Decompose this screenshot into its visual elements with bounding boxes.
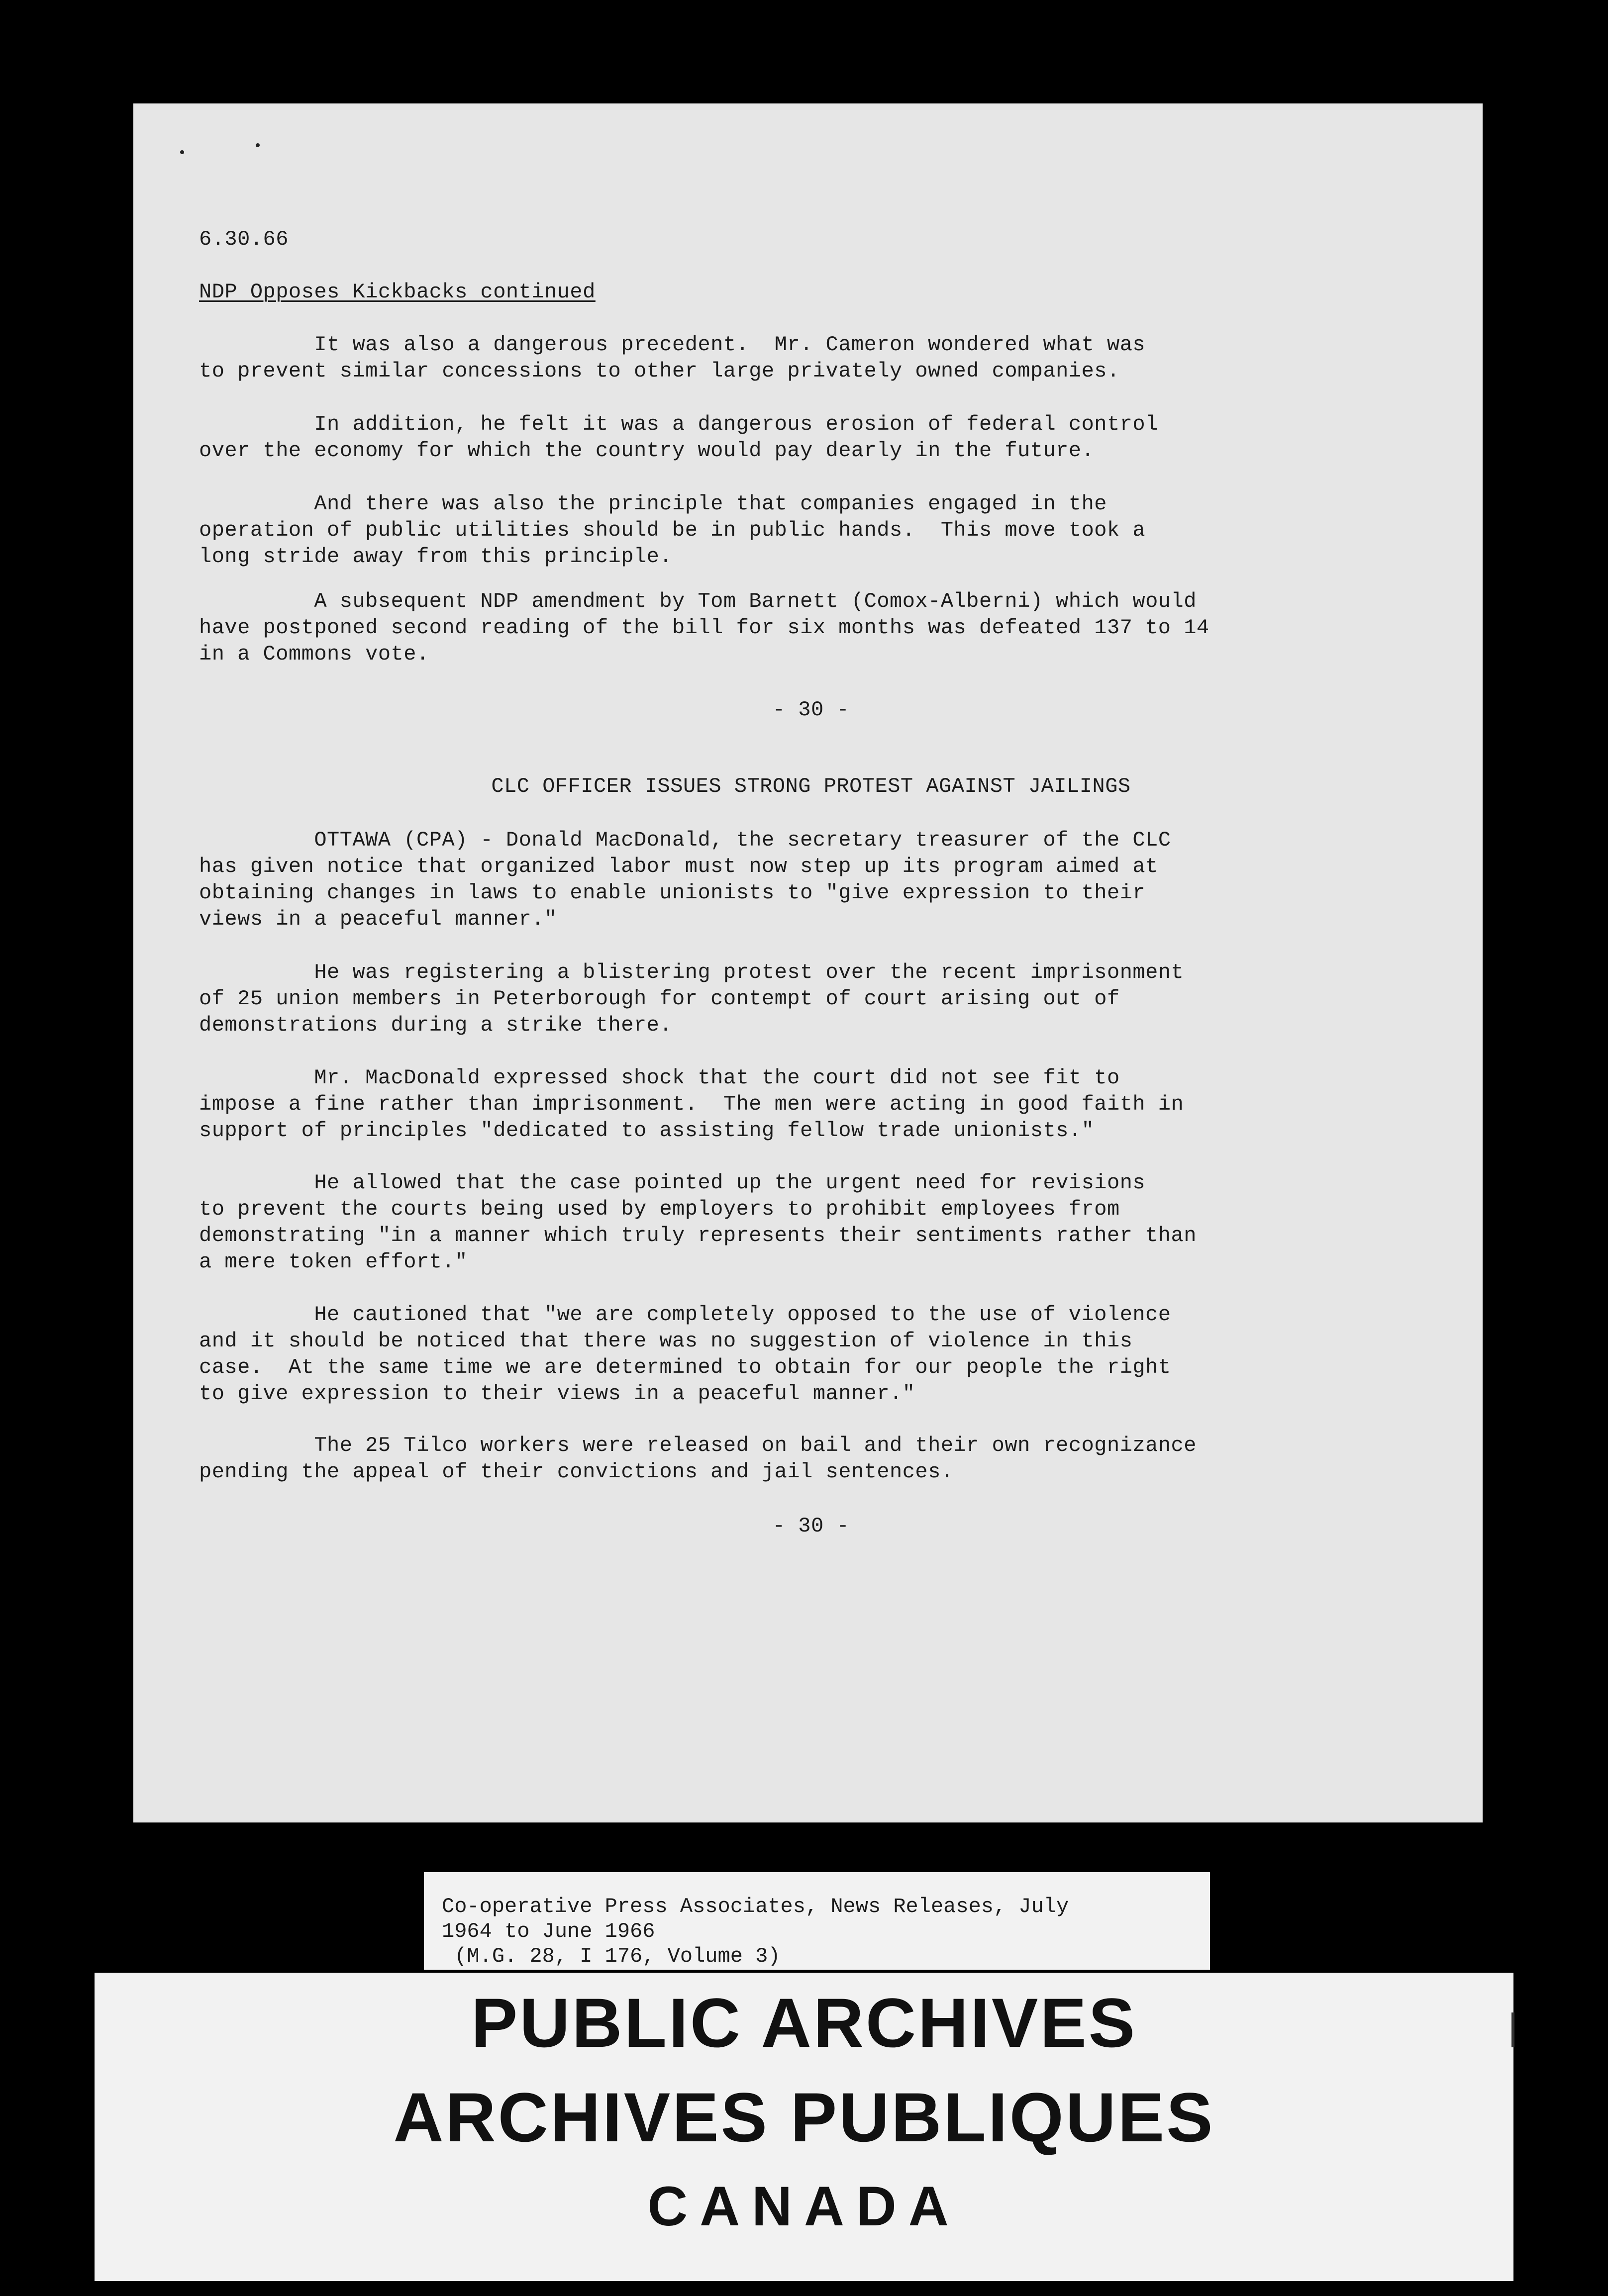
end-mark: - 30 - bbox=[772, 698, 850, 722]
banner-country: CANADA bbox=[647, 2175, 961, 2237]
paragraph: And there was also the principle that companies engaged in the operation of public utilities should be in public hands. This move took a long stride away from this principle. bbox=[199, 492, 1146, 569]
paragraph: The 25 Tilco workers were released on bail and their own recognizance pending the appeal of their convictions and jail sentences. bbox=[199, 1434, 1197, 1484]
end-mark: - 30 - bbox=[772, 1514, 850, 1538]
archive-caption bbox=[424, 1872, 1210, 1970]
paragraph: In addition, he felt it was a dangerous erosion of federal control over the economy for which the country would pay dearly in the future. bbox=[199, 412, 1158, 463]
paragraph: He was registering a blistering protest over the recent imprisonment of 25 union members in Peterborough for contempt of court arising out of demonstrations during a strike there. bbox=[199, 960, 1184, 1037]
paragraph: OTTAWA (CPA) - Donald MacDonald, the secretary treasurer of the CLC has given notice that organized labor must now step up its program aimed at obtaining changes in laws to enable unionists to "give expression to their views in a peaceful manner." bbox=[199, 828, 1171, 931]
stray-mark bbox=[1511, 2012, 1514, 2047]
continued-heading: NDP Opposes Kickbacks continued bbox=[199, 280, 596, 304]
caption-line: 1964 to June 1966 bbox=[442, 1919, 655, 1943]
document-date: 6.30.66 bbox=[199, 227, 289, 251]
caption-line: Co-operative Press Associates, News Releases, July bbox=[442, 1895, 1069, 1918]
story-title: CLC OFFICER ISSUES STRONG PROTEST AGAINST JAILINGS bbox=[491, 774, 1131, 798]
banner-title-en: PUBLIC ARCHIVES bbox=[471, 1984, 1137, 2062]
paragraph: It was also a dangerous precedent. Mr. Cameron wondered what was to prevent similar concessions to other large privately owned companies. bbox=[199, 333, 1146, 383]
paragraph: A subsequent NDP amendment by Tom Barnett (Comox-Alberni) which would have postponed second reading of the bill for six months was defeated 137 to 14 in a Commons vote. bbox=[199, 589, 1209, 666]
caption-line: (M.G. 28, I 176, Volume 3) bbox=[442, 1944, 781, 1968]
paragraph: Mr. MacDonald expressed shock that the court did not see fit to impose a fine rather than imprisonment. The men were acting in good faith in support of principles "dedicated to assisting fellow trade unionists." bbox=[199, 1066, 1184, 1143]
paragraph: He allowed that the case pointed up the urgent need for revisions to prevent the courts being used by employers to prohibit employees from demonstrating "in a manner which truly represents their sentiments rather than a mere token effort." bbox=[199, 1171, 1197, 1274]
stray-mark bbox=[180, 150, 184, 154]
archives-banner bbox=[95, 1973, 1513, 2281]
stray-mark bbox=[256, 143, 260, 147]
banner-title-fr: ARCHIVES PUBLIQUES bbox=[393, 2078, 1215, 2156]
paragraph: He cautioned that "we are completely opposed to the use of violence and it should be noticed that there was no suggestion of violence in this case. At the same time we are determined to obtain for our people the right to give expression to their views in a peaceful manner." bbox=[199, 1303, 1171, 1406]
